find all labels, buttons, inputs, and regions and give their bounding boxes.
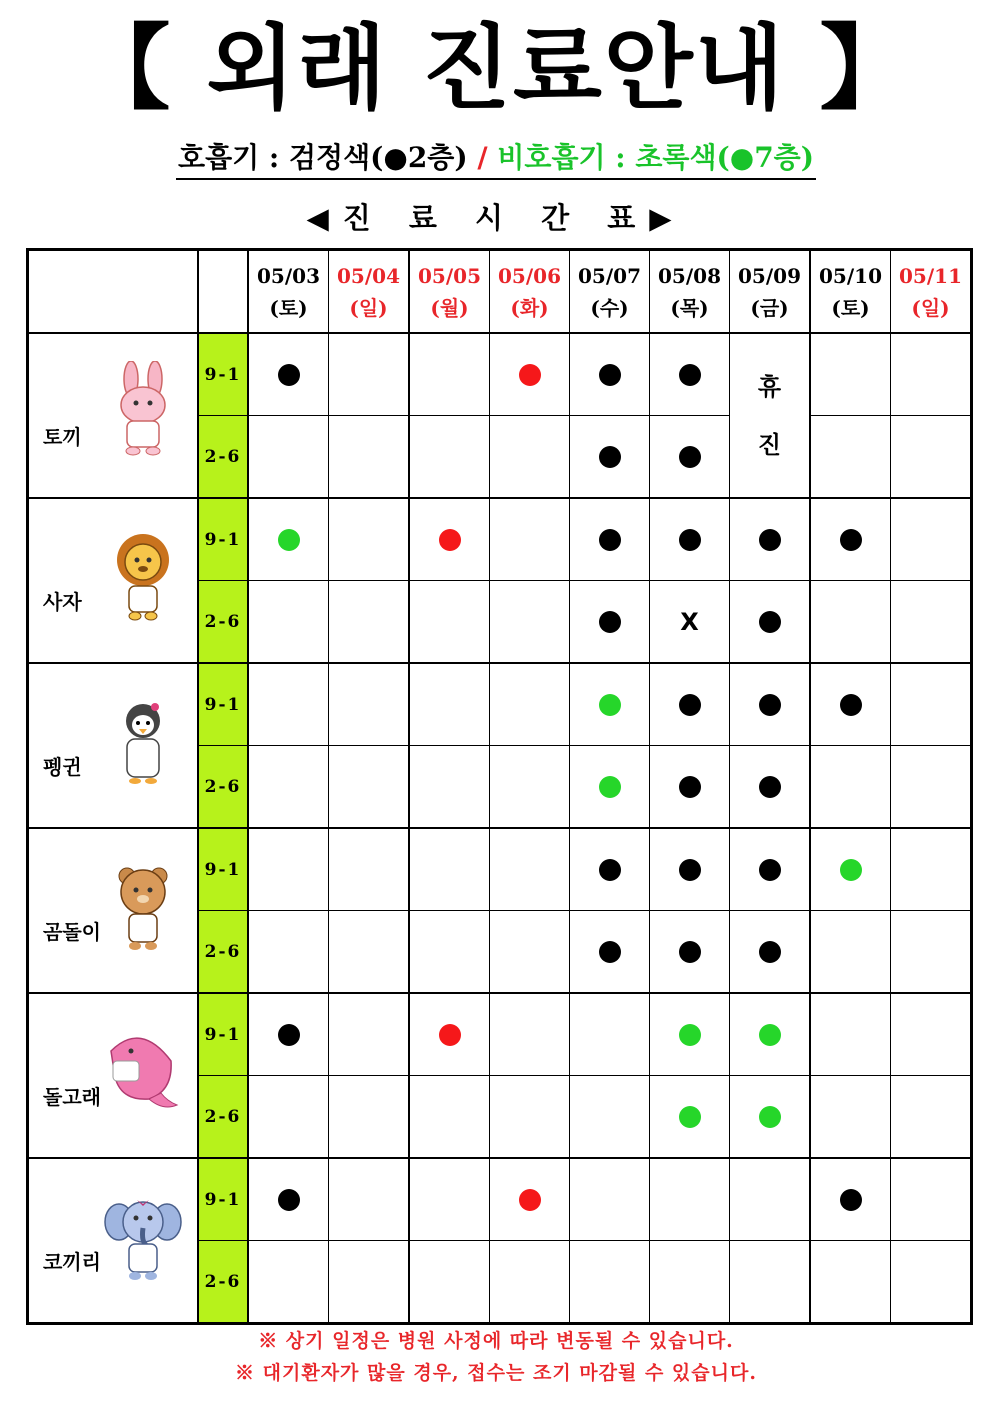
green-dot [679, 1024, 701, 1046]
bear-doctor-icon [101, 856, 185, 952]
schedule-table [26, 248, 973, 1325]
schedule-cell [248, 911, 329, 994]
legend-separator: / [467, 141, 498, 174]
closed-cell [730, 333, 811, 498]
schedule-cell [810, 828, 891, 911]
time-slot: 2-6 [198, 746, 248, 829]
schedule-cell [248, 828, 329, 911]
schedule-cell [650, 1158, 730, 1241]
schedule-cell [409, 1076, 490, 1159]
schedule-cell [650, 498, 730, 581]
schedule-cell [248, 663, 329, 746]
schedule-cell [810, 1241, 891, 1324]
black-dot [599, 446, 621, 468]
schedule-cell [570, 828, 650, 911]
doctor-name: 곰돌이 [43, 920, 101, 944]
green-dot [278, 529, 300, 551]
schedule-cell [248, 1158, 329, 1241]
schedule-cell [730, 1158, 811, 1241]
schedule-cell [329, 993, 410, 1076]
schedule-cell [409, 1241, 490, 1324]
doctor-cell [28, 333, 199, 498]
day-of-week: (일) [349, 295, 388, 320]
doctor-name: 코끼리 [43, 1250, 101, 1274]
black-dot [278, 1024, 300, 1046]
rabbit-doctor-icon [101, 361, 185, 457]
schedule-cell [490, 581, 570, 664]
doctor-name: 사자 [43, 590, 82, 614]
schedule-cell [810, 581, 891, 664]
doctor-info [29, 665, 197, 826]
black-dot [759, 941, 781, 963]
day-date: 05/03 [257, 263, 320, 288]
schedule-cell [329, 333, 410, 416]
doctor-cell [28, 498, 199, 663]
schedule-cell [730, 498, 811, 581]
day-header [891, 250, 972, 334]
schedule-cell [730, 663, 811, 746]
schedule-cell [650, 416, 730, 499]
schedule-cell [248, 498, 329, 581]
black-dot [679, 694, 701, 716]
time-slot: 9-1 [198, 663, 248, 746]
closed-label: 진 [757, 429, 782, 459]
schedule-cell [891, 746, 972, 829]
schedule-cell [329, 911, 410, 994]
schedule-cell [650, 828, 730, 911]
schedule-cell [730, 828, 811, 911]
day-date: 05/10 [819, 263, 882, 288]
schedule-cell [891, 581, 972, 664]
elephant-doctor-icon [101, 1186, 185, 1282]
schedule-cell [570, 333, 650, 416]
schedule-cell [329, 1076, 410, 1159]
day-of-week: (일) [911, 295, 950, 320]
time-slot: 9-1 [198, 333, 248, 416]
schedule-cell [409, 663, 490, 746]
schedule-cell [810, 416, 891, 499]
schedule-cell [490, 1158, 570, 1241]
legend-non-respiratory: 비호흡기 : 초록색(●7층) [497, 141, 814, 174]
schedule-cell [891, 498, 972, 581]
schedule-cell [248, 416, 329, 499]
schedule-cell [570, 498, 650, 581]
header-row [28, 250, 972, 334]
schedule-cell [570, 1241, 650, 1324]
schedule-cell [490, 1241, 570, 1324]
doctor-info [29, 500, 197, 661]
schedule-cell [891, 1158, 972, 1241]
red-dot [519, 1189, 541, 1211]
schedule-cell [570, 911, 650, 994]
schedule-row [28, 498, 972, 581]
green-dot [599, 694, 621, 716]
schedule-cell [810, 746, 891, 829]
schedule-cell [570, 993, 650, 1076]
schedule-cell [650, 581, 730, 664]
schedule-row [28, 333, 972, 416]
black-dot [278, 1189, 300, 1211]
day-date: 05/04 [337, 263, 400, 288]
green-dot [840, 859, 862, 881]
schedule-cell [409, 333, 490, 416]
dolphin-doctor-icon [101, 1021, 185, 1117]
day-of-week: (화) [510, 295, 549, 320]
page-title: 【 외래 진료안내 】 [78, 15, 914, 122]
black-dot [759, 859, 781, 881]
schedule-cell [650, 746, 730, 829]
unavailable-mark: X [680, 607, 699, 636]
schedule-cell [490, 993, 570, 1076]
schedule-cell [329, 498, 410, 581]
schedule-cell [730, 1241, 811, 1324]
schedule-cell [248, 581, 329, 664]
schedule-cell [730, 581, 811, 664]
day-header [329, 250, 410, 334]
schedule-cell [810, 498, 891, 581]
schedule-cell [490, 416, 570, 499]
time-slot: 9-1 [198, 828, 248, 911]
doctor-info [29, 995, 197, 1156]
schedule-cell [810, 663, 891, 746]
legend-respiratory: 호흡기 : 검정색(●2층) [178, 141, 468, 174]
header-time-corner [198, 250, 248, 334]
schedule-cell [650, 663, 730, 746]
schedule-cell [490, 498, 570, 581]
schedule-cell [329, 581, 410, 664]
schedule-cell [570, 746, 650, 829]
black-dot [840, 1189, 862, 1211]
green-dot [759, 1106, 781, 1128]
black-dot [679, 776, 701, 798]
schedule-cell [248, 993, 329, 1076]
schedule-cell [490, 663, 570, 746]
schedule-cell [650, 993, 730, 1076]
schedule-cell [570, 1158, 650, 1241]
doctor-cell [28, 993, 199, 1158]
schedule-cell [409, 993, 490, 1076]
black-dot [599, 859, 621, 881]
schedule-cell [730, 1076, 811, 1159]
black-dot [599, 529, 621, 551]
schedule-cell [891, 1076, 972, 1159]
day-header [570, 250, 650, 334]
doctor-name: 펭귄 [43, 755, 82, 779]
red-dot [439, 529, 461, 551]
penguin-doctor-icon [101, 691, 185, 787]
schedule-cell [810, 1158, 891, 1241]
day-date: 05/07 [578, 263, 641, 288]
time-slot: 2-6 [198, 416, 248, 499]
day-of-week: (목) [670, 295, 709, 320]
schedule-cell [891, 911, 972, 994]
closed-label: 휴 [757, 371, 782, 401]
schedule-cell [490, 746, 570, 829]
schedule-cell [248, 1241, 329, 1324]
black-dot [599, 611, 621, 633]
time-slot: 2-6 [198, 581, 248, 664]
schedule-cell [409, 581, 490, 664]
schedule-cell [248, 746, 329, 829]
schedule-cell [409, 1158, 490, 1241]
doctor-cell [28, 828, 199, 993]
black-dot [840, 694, 862, 716]
schedule-cell [570, 663, 650, 746]
schedule-cell [730, 746, 811, 829]
red-dot [519, 364, 541, 386]
black-dot [679, 859, 701, 881]
lion-doctor-icon [101, 526, 185, 622]
schedule-cell [730, 911, 811, 994]
schedule-cell [329, 746, 410, 829]
time-slot: 2-6 [198, 911, 248, 994]
schedule-row [28, 993, 972, 1076]
day-header [730, 250, 811, 334]
time-slot: 2-6 [198, 1076, 248, 1159]
notice-line: ※ 대기환자가 많을 경우, 접수는 조기 마감될 수 있습니다. [235, 1362, 757, 1384]
time-slot: 9-1 [198, 1158, 248, 1241]
day-of-week: (금) [750, 295, 789, 320]
black-dot [840, 529, 862, 551]
doctor-cell [28, 663, 199, 828]
day-header [650, 250, 730, 334]
schedule-cell [891, 663, 972, 746]
notice-line: ※ 상기 일정은 병원 사정에 따라 변동될 수 있습니다. [258, 1330, 734, 1352]
doctor-info [29, 1160, 197, 1321]
schedule-cell [810, 993, 891, 1076]
schedule-subtitle: ◀진 료 시 간 표▶ [306, 201, 686, 235]
schedule-cell [891, 828, 972, 911]
day-header [409, 250, 490, 334]
schedule-cell [329, 1158, 410, 1241]
doctor-info [29, 335, 197, 496]
day-of-week: (월) [430, 295, 469, 320]
day-date: 05/05 [418, 263, 481, 288]
schedule-cell [810, 1076, 891, 1159]
schedule-row [28, 663, 972, 746]
time-slot: 9-1 [198, 498, 248, 581]
schedule-cell [329, 828, 410, 911]
green-dot [599, 776, 621, 798]
black-dot [278, 364, 300, 386]
schedule-cell [329, 1241, 410, 1324]
black-dot [759, 611, 781, 633]
day-header [810, 250, 891, 334]
black-dot [759, 529, 781, 551]
schedule-cell [248, 1076, 329, 1159]
black-dot [759, 776, 781, 798]
schedule-cell [650, 333, 730, 416]
schedule-cell [570, 581, 650, 664]
schedule-cell [650, 1241, 730, 1324]
header-corner [28, 250, 199, 334]
schedule-cell [409, 746, 490, 829]
black-dot [679, 364, 701, 386]
time-slot: 2-6 [198, 1241, 248, 1324]
schedule-cell [891, 416, 972, 499]
color-legend [0, 136, 992, 180]
schedule-cell [891, 333, 972, 416]
day-date: 05/08 [658, 263, 721, 288]
green-dot [679, 1106, 701, 1128]
day-of-week: (수) [590, 295, 629, 320]
black-dot [599, 364, 621, 386]
doctor-name: 토끼 [43, 425, 82, 449]
black-dot [679, 529, 701, 551]
day-of-week: (토) [269, 295, 308, 320]
time-slot: 9-1 [198, 993, 248, 1076]
doctor-cell [28, 1158, 199, 1324]
schedule-cell [810, 911, 891, 994]
schedule-cell [329, 416, 410, 499]
schedule-cell [329, 663, 410, 746]
day-date: 05/11 [899, 263, 962, 288]
schedule-cell [490, 1076, 570, 1159]
day-date: 05/06 [498, 263, 561, 288]
green-dot [759, 1024, 781, 1046]
schedule-cell [409, 911, 490, 994]
schedule-cell [490, 828, 570, 911]
schedule-cell [570, 1076, 650, 1159]
schedule-cell [891, 993, 972, 1076]
day-header [248, 250, 329, 334]
schedule-cell [730, 993, 811, 1076]
schedule-cell [891, 1241, 972, 1324]
red-dot [439, 1024, 461, 1046]
day-date: 05/09 [738, 263, 801, 288]
day-of-week: (토) [831, 295, 870, 320]
black-dot [679, 941, 701, 963]
doctor-name: 돌고래 [43, 1085, 101, 1109]
notice-block [0, 1325, 992, 1389]
schedule-cell [570, 416, 650, 499]
doctor-info [29, 830, 197, 991]
schedule-row [28, 1158, 972, 1241]
schedule-cell [490, 333, 570, 416]
schedule-row [28, 828, 972, 911]
schedule-cell [650, 911, 730, 994]
day-header [490, 250, 570, 334]
schedule-cell [490, 911, 570, 994]
schedule-cell [409, 498, 490, 581]
schedule-cell [409, 828, 490, 911]
black-dot [599, 941, 621, 963]
schedule-cell [810, 333, 891, 416]
schedule-cell [650, 1076, 730, 1159]
schedule-cell [409, 416, 490, 499]
black-dot [679, 446, 701, 468]
schedule-cell [248, 333, 329, 416]
black-dot [759, 694, 781, 716]
